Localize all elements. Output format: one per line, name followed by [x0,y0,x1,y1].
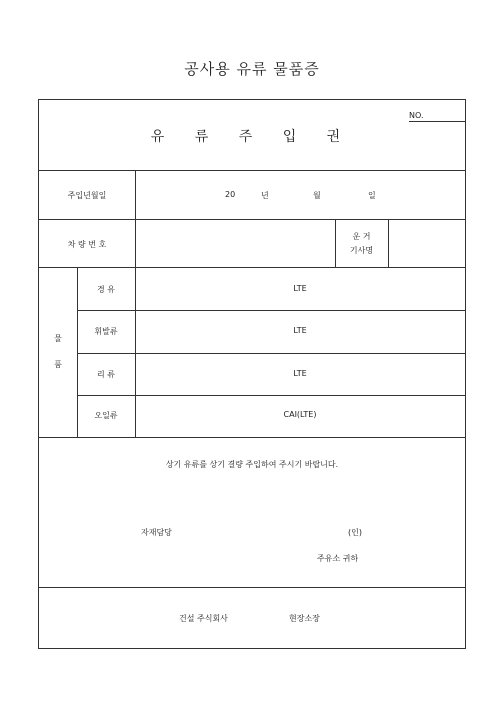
day-unit: 일 [368,191,376,200]
divider [39,267,465,268]
item-value: LTE [293,326,307,335]
divider [39,219,465,220]
month-unit: 월 [313,191,321,200]
page-title: 공사용 유류 물품증 [184,60,320,78]
driver-label-line2: 기사명 [349,246,374,255]
divider [39,170,465,171]
divider [335,219,336,267]
item-name: 오일류 [94,411,118,420]
item-value: LTE [293,369,307,378]
item-name: 휘발류 [94,327,118,336]
no-underline [409,121,465,122]
company-label: 건설 주식회사 [179,614,228,623]
item-value: LTE [293,284,307,293]
manager-label: 자재담당 [141,528,172,537]
year-unit: 년 [261,191,269,200]
seal-label: (인) [348,528,362,537]
divider [39,437,465,438]
divider [135,170,136,267]
date-label: 주입년월일 [67,191,107,200]
divider [388,219,389,267]
item-value: CAI(LTE) [283,410,317,419]
no-label: NO. [409,111,424,120]
divider [39,587,465,588]
item-name: 리 류 [97,370,115,379]
coupon-form [38,99,466,649]
station-label: 주유소 귀하 [317,554,359,563]
year-prefix: 20 [225,190,236,199]
site-manager-label: 현장소장 [289,614,320,623]
item-name: 경 유 [97,285,115,294]
items-group-label-1: 물 [54,334,62,343]
items-group-label-2: 품 [54,360,62,369]
vehicle-number-label: 차 량 번 호 [67,240,107,249]
driver-label-line1: 운 거 [352,232,371,241]
request-text: 상기 유류를 상기 결량 주입하여 주시기 바랍니다. [165,460,339,469]
coupon-label: 유 류 주 입 권 [150,129,354,145]
